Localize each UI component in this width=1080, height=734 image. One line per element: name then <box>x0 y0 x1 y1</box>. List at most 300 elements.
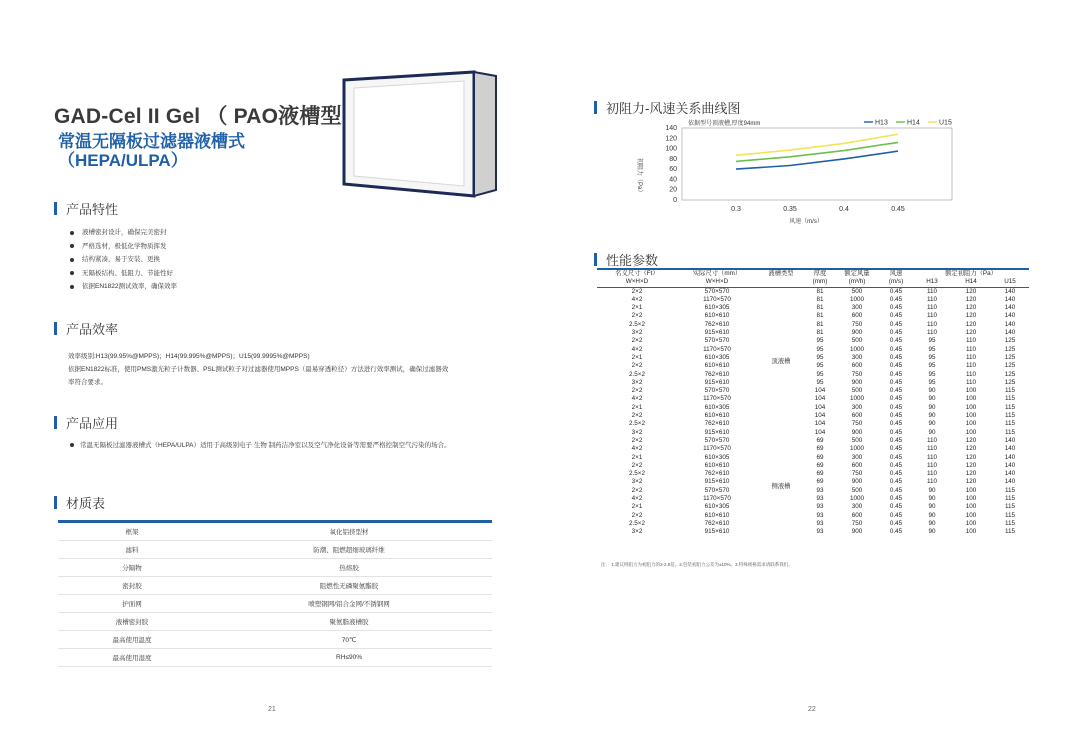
table-cell: 110 <box>926 287 938 295</box>
table-cell: 115 <box>1004 519 1016 527</box>
table-row <box>597 429 1029 437</box>
table-cell: 140 <box>1004 329 1016 337</box>
bullet-icon <box>70 285 74 289</box>
table-cell: 140 <box>1004 453 1016 461</box>
table-cell: 93 <box>816 486 824 494</box>
table-cell: 600 <box>851 362 863 370</box>
table-cell: 69 <box>816 478 824 486</box>
table-cell: 95 <box>928 370 936 378</box>
table-cell: 120 <box>965 461 977 469</box>
table-cell: 140 <box>1004 436 1016 444</box>
application-text: 常温无隔板过滤器液槽式（HEPA/ULPA）适用于高级别电子 生物 制药洁净室以及空气净化设备等需要严格控制空气污染的场合。 <box>70 440 451 449</box>
table-row <box>58 649 492 667</box>
table-cell: 610×305 <box>704 403 730 411</box>
x-tick-label: 0.4 <box>839 206 849 213</box>
table-cell: 115 <box>1004 403 1016 411</box>
table-row <box>58 595 492 613</box>
table-cell: 95 <box>816 370 824 378</box>
table-cell: 900 <box>851 329 863 337</box>
table-cell: 90 <box>928 387 936 395</box>
x-tick-label: 0.45 <box>891 206 905 213</box>
table-cell: 125 <box>1004 353 1016 361</box>
table-cell: 0.45 <box>889 403 903 411</box>
table-cell: 2.5×2 <box>629 519 645 527</box>
table-cell: 570×570 <box>704 436 730 444</box>
table-cell: 125 <box>1004 370 1016 378</box>
material-value: 氧化铝挤型材 <box>206 522 492 541</box>
table-cell: 300 <box>851 403 863 411</box>
table-cell: 110 <box>965 378 977 386</box>
table-cell: 500 <box>851 387 863 395</box>
table-cell: 0.45 <box>889 445 903 453</box>
y-axis-label: 初阻力（Pa） <box>636 158 642 196</box>
table-cell: 69 <box>816 461 824 469</box>
table-cell: 900 <box>851 378 863 386</box>
table-row <box>597 503 1029 511</box>
table-cell: 1170×570 <box>703 295 731 303</box>
material-value: 阻燃性无磷聚氨酯胶 <box>206 577 492 595</box>
table-cell: 110 <box>926 436 938 444</box>
table-cell: 120 <box>965 312 977 320</box>
table-cell: 1000 <box>849 395 864 403</box>
table-cell: 120 <box>965 329 977 337</box>
table-row <box>597 445 1029 453</box>
table-cell: 104 <box>814 387 826 395</box>
table-cell: 110 <box>926 295 938 303</box>
table-row <box>597 512 1029 520</box>
table-cell: 0.45 <box>889 511 903 519</box>
section-marker <box>54 322 57 335</box>
table-cell: 0.45 <box>889 519 903 527</box>
table-cell: 100 <box>965 486 977 494</box>
y-tick-label: 40 <box>669 176 677 184</box>
table-cell: 69 <box>816 436 824 444</box>
x-axis-label: 风速（m/s） <box>789 219 823 225</box>
legend-label: H14 <box>907 119 920 127</box>
material-value: RH≤90% <box>206 649 492 667</box>
table-cell: 110 <box>926 329 938 337</box>
material-part: 密封胶 <box>58 577 206 595</box>
table-cell: 2×1 <box>631 453 643 461</box>
table-cell: 120 <box>965 470 977 478</box>
material-part: 最高使用温度 <box>58 631 206 649</box>
table-cell: 100 <box>965 503 977 511</box>
table-cell: 95 <box>928 353 936 361</box>
table-cell: 3×2 <box>631 478 643 486</box>
table-cell: 140 <box>1004 445 1016 453</box>
table-cell: 90 <box>928 395 936 403</box>
table-row <box>58 541 492 559</box>
material-part: 护面网 <box>58 595 206 613</box>
table-cell: 100 <box>965 495 977 503</box>
table-cell: 610×610 <box>704 362 730 370</box>
list-item: 无隔板结构、低阻力、节能性好 <box>70 267 177 281</box>
table-cell: 750 <box>851 470 863 478</box>
table-cell: 100 <box>965 428 977 436</box>
table-cell: 115 <box>1004 503 1016 511</box>
section-efficiency-heading <box>54 319 118 338</box>
y-tick-label: 60 <box>669 166 677 174</box>
material-part: 最高使用湿度 <box>58 649 206 667</box>
table-cell: 115 <box>1004 486 1016 494</box>
table-row <box>597 296 1029 304</box>
bullet-icon <box>70 258 74 262</box>
table-row <box>597 304 1029 312</box>
table-cell: 110 <box>965 362 977 370</box>
table-cell: 1170×570 <box>703 345 731 353</box>
table-cell: 570×570 <box>704 387 730 395</box>
table-cell: 110 <box>926 478 938 486</box>
table-cell: 0.45 <box>889 486 903 494</box>
table-cell: 2×1 <box>631 353 643 361</box>
table-cell: 2×2 <box>631 387 643 395</box>
table-cell: 140 <box>1004 295 1016 303</box>
table-cell: 95 <box>928 378 936 386</box>
table-row <box>597 520 1029 528</box>
table-cell: 100 <box>965 420 977 428</box>
table-cell: 762×610 <box>704 420 730 428</box>
table-cell: 115 <box>1004 495 1016 503</box>
table-cell: 0.45 <box>889 329 903 337</box>
table-row <box>597 404 1029 412</box>
table-cell: 104 <box>814 428 826 436</box>
table-cell: 300 <box>851 353 863 361</box>
legend-label: U15 <box>939 119 952 127</box>
table-cell: 500 <box>851 436 863 444</box>
table-cell: 300 <box>851 304 863 312</box>
table-cell: 4×2 <box>631 395 643 403</box>
section-marker <box>54 496 57 509</box>
table-row <box>597 470 1029 478</box>
table-cell: 750 <box>851 370 863 378</box>
table-cell: 69 <box>816 445 824 453</box>
material-part: 框架 <box>58 522 206 541</box>
table-cell: 0.45 <box>889 528 903 536</box>
table-cell: 0.45 <box>889 495 903 503</box>
page-number-right: 22 <box>808 706 816 713</box>
table-cell: 95 <box>816 378 824 386</box>
section-chart-title: 初阻力-风速关系曲线图 <box>606 101 741 116</box>
table-cell: 600 <box>851 312 863 320</box>
x-tick-label: 0.35 <box>783 206 797 213</box>
section-performance-heading <box>594 250 658 269</box>
table-row <box>597 371 1029 379</box>
table-cell: 610×305 <box>704 304 730 312</box>
table-cell: 125 <box>1004 362 1016 370</box>
table-cell: 600 <box>851 461 863 469</box>
material-value: 热熔胶 <box>206 559 492 577</box>
table-cell: 81 <box>816 320 824 328</box>
y-tick-label: 80 <box>669 155 677 163</box>
table-cell: 750 <box>851 420 863 428</box>
table-cell: 610×305 <box>704 503 730 511</box>
table-cell: 3×2 <box>631 378 643 386</box>
table-cell: 69 <box>816 453 824 461</box>
table-cell: 1170×570 <box>703 445 731 453</box>
table-cell: 2×2 <box>631 511 643 519</box>
table-cell: 69 <box>816 470 824 478</box>
list-item: 依据EN1822测试效率，确保效率 <box>70 280 177 294</box>
chart-annotation: 依据型号顶液槽,厚度94mm <box>688 121 761 127</box>
y-tick-label: 100 <box>665 145 677 153</box>
material-value: 喷塑钢网/铝合金网/不锈钢网 <box>206 595 492 613</box>
section-application-heading <box>54 413 118 432</box>
table-cell: 0.45 <box>889 312 903 320</box>
table-cell: 93 <box>816 528 824 536</box>
feature-list <box>70 226 177 294</box>
table-cell: 115 <box>1004 395 1016 403</box>
table-cell: 110 <box>965 353 977 361</box>
table-cell: 93 <box>816 519 824 527</box>
y-tick-label: 20 <box>669 186 677 194</box>
table-cell: 750 <box>851 320 863 328</box>
table-cell: 500 <box>851 287 863 295</box>
table-cell: 2×2 <box>631 412 643 420</box>
table-cell: 0.45 <box>889 304 903 312</box>
table-cell: 110 <box>965 370 977 378</box>
table-cell: 2×2 <box>631 337 643 345</box>
table-cell: 110 <box>926 461 938 469</box>
table-cell: 900 <box>851 528 863 536</box>
table-cell: 0.45 <box>889 395 903 403</box>
page-number-left: 21 <box>268 706 276 713</box>
table-header-row: 名义尺寸（Ft） 实际尺寸（mm） 液槽类型 厚度 额定风量 风速 额定初阻力（Pa） <box>597 269 1029 278</box>
section-application-title: 产品应用 <box>66 416 119 431</box>
list-item: 严格选材，极低化学物质挥发 <box>70 240 177 254</box>
product-title: GAD-Cel II Gel （ PAO液槽型 <box>54 105 342 128</box>
table-cell: 3×2 <box>631 428 643 436</box>
table-cell: 90 <box>928 403 936 411</box>
table-cell: 125 <box>1004 345 1016 353</box>
table-cell: 915×610 <box>704 428 730 436</box>
table-cell: 1170×570 <box>703 495 731 503</box>
table-cell: 600 <box>851 412 863 420</box>
table-cell: 81 <box>816 329 824 337</box>
bullet-icon <box>70 443 74 447</box>
table-row <box>597 478 1029 486</box>
table-cell: 750 <box>851 519 863 527</box>
table-cell: 500 <box>851 337 863 345</box>
section-marker <box>54 416 57 429</box>
table-row <box>597 379 1029 387</box>
table-cell: 2.5×2 <box>629 420 645 428</box>
table-cell: 95 <box>816 353 824 361</box>
section-features-title: 产品特性 <box>66 202 119 217</box>
table-cell: 100 <box>965 412 977 420</box>
table-cell: 110 <box>926 470 938 478</box>
table-cell: 2×1 <box>631 403 643 411</box>
x-tick-label: 0.3 <box>731 206 741 213</box>
table-cell: 115 <box>1004 511 1016 519</box>
table-cell: 0.45 <box>889 503 903 511</box>
table-cell: 100 <box>965 403 977 411</box>
table-row <box>597 329 1029 337</box>
table-cell: 915×610 <box>704 329 730 337</box>
material-part: 分隔物 <box>58 559 206 577</box>
table-cell: 0.45 <box>889 461 903 469</box>
table-row <box>597 528 1029 536</box>
table-row <box>58 559 492 577</box>
bullet-icon <box>70 244 74 248</box>
table-cell: 95 <box>928 362 936 370</box>
table-cell: 0.45 <box>889 353 903 361</box>
section-performance-title: 性能参数 <box>606 253 659 268</box>
table-cell: 900 <box>851 478 863 486</box>
table-row <box>597 354 1029 362</box>
table-cell: 915×610 <box>704 528 730 536</box>
table-cell: 570×570 <box>704 337 730 345</box>
table-cell: 610×610 <box>704 312 730 320</box>
table-cell: 0.45 <box>889 412 903 420</box>
table-cell: 93 <box>816 495 824 503</box>
table-cell: 81 <box>816 287 824 295</box>
table-cell: 0.45 <box>889 362 903 370</box>
section-features-heading <box>54 199 118 218</box>
efficiency-text: 效率级别:H13(99.95%@MPPS)；H14(99.995%@MPPS)；U15(99.9995%@MPPS) 依据EN1822标准，使用PMS激光粒子计数器、PSL测试粒子对过滤器使用MPPS（最易穿透粒径）方法进行效率测试，确保过滤器效 率符合要求。 <box>68 353 449 386</box>
table-cell: 90 <box>928 511 936 519</box>
table-cell: 0.45 <box>889 370 903 378</box>
table-cell: 2×1 <box>631 503 643 511</box>
table-row <box>58 577 492 595</box>
section-marker <box>594 101 597 114</box>
table-cell: 120 <box>965 445 977 453</box>
table-cell: 3×2 <box>631 329 643 337</box>
table-cell: 120 <box>965 453 977 461</box>
table-cell: 110 <box>926 453 938 461</box>
product-subtitle-2: （HEPA/ULPA） <box>58 151 188 170</box>
table-cell: 762×610 <box>704 320 730 328</box>
series-line-u15 <box>736 134 898 155</box>
table-cell: 2×2 <box>631 312 643 320</box>
resistance-velocity-chart <box>630 118 960 228</box>
table-cell: 0.45 <box>889 337 903 345</box>
table-cell: 100 <box>965 395 977 403</box>
table-cell: 115 <box>1004 420 1016 428</box>
table-cell: 0.45 <box>889 453 903 461</box>
table-cell: 125 <box>1004 337 1016 345</box>
table-cell: 90 <box>928 420 936 428</box>
table-cell: 115 <box>1004 387 1016 395</box>
table-cell: 0.45 <box>889 320 903 328</box>
table-cell: 2×1 <box>631 304 643 312</box>
y-tick-label: 140 <box>665 125 677 132</box>
table-cell: 95 <box>816 345 824 353</box>
table-cell: 140 <box>1004 287 1016 295</box>
table-cell: 762×610 <box>704 470 730 478</box>
table-cell: 140 <box>1004 470 1016 478</box>
filter-product-image <box>336 68 504 198</box>
table-cell: 762×610 <box>704 370 730 378</box>
table-cell: 95 <box>816 337 824 345</box>
table-cell: 90 <box>928 528 936 536</box>
material-value: 防潮、阻燃超细玻璃纤维 <box>206 541 492 559</box>
table-row <box>597 462 1029 470</box>
table-row <box>597 346 1029 354</box>
y-tick-label: 0 <box>673 197 677 204</box>
list-item: 结构紧凑，易于安装、更换 <box>70 253 177 267</box>
performance-table <box>597 268 1029 537</box>
table-cell: 104 <box>814 395 826 403</box>
table-cell: 2×2 <box>631 436 643 444</box>
table-cell: 500 <box>851 486 863 494</box>
table-cell: 140 <box>1004 320 1016 328</box>
table-row <box>597 387 1029 395</box>
table-cell: 95 <box>928 337 936 345</box>
table-cell: 90 <box>928 519 936 527</box>
table-cell: 2×2 <box>631 486 643 494</box>
table-cell: 90 <box>928 503 936 511</box>
table-cell: 0.45 <box>889 295 903 303</box>
table-cell: 95 <box>928 345 936 353</box>
table-cell: 600 <box>851 511 863 519</box>
table-row <box>597 287 1029 296</box>
table-row <box>597 420 1029 428</box>
table-cell: 93 <box>816 511 824 519</box>
table-cell: 100 <box>965 511 977 519</box>
table-cell: 4×2 <box>631 495 643 503</box>
table-note: 注： 1.建议终阻力为初阻力的2-2.5倍。2.包装初阻力公差为±10%。3.特殊规格需求请联系我们。 <box>601 562 793 567</box>
table-row <box>597 487 1029 495</box>
table-cell: 90 <box>928 412 936 420</box>
product-subtitle: 常温无隔板过滤器液槽式 <box>58 132 245 151</box>
table-cell: 110 <box>926 312 938 320</box>
trough-type-cell: 顶液槽 <box>771 358 791 366</box>
table-cell: 4×2 <box>631 445 643 453</box>
material-value: 聚氨脂液槽胶 <box>206 613 492 631</box>
trough-type-cell: 侧液槽 <box>771 482 791 490</box>
table-cell: 90 <box>928 495 936 503</box>
table-cell: 115 <box>1004 528 1016 536</box>
table-cell: 140 <box>1004 304 1016 312</box>
plot-frame <box>682 128 952 200</box>
table-cell: 610×610 <box>704 511 730 519</box>
table-cell: 2×2 <box>631 287 643 295</box>
material-part: 液槽密封胶 <box>58 613 206 631</box>
table-cell: 93 <box>816 503 824 511</box>
table-cell: 2.5×2 <box>629 320 645 328</box>
table-cell: 1000 <box>849 295 864 303</box>
y-tick-label: 120 <box>665 135 677 143</box>
materials-table <box>58 520 492 667</box>
table-cell: 100 <box>965 519 977 527</box>
table-row <box>597 312 1029 320</box>
bullet-icon <box>70 231 74 235</box>
table-cell: 0.45 <box>889 378 903 386</box>
material-part: 滤料 <box>58 541 206 559</box>
table-cell: 95 <box>816 362 824 370</box>
table-cell: 81 <box>816 295 824 303</box>
table-cell: 140 <box>1004 461 1016 469</box>
table-cell: 2×2 <box>631 362 643 370</box>
table-cell: 300 <box>851 503 863 511</box>
table-cell: 140 <box>1004 312 1016 320</box>
table-cell: 115 <box>1004 428 1016 436</box>
table-cell: 2×2 <box>631 461 643 469</box>
table-row <box>58 631 492 649</box>
table-cell: 2.5×2 <box>629 370 645 378</box>
table-cell: 115 <box>1004 412 1016 420</box>
series-line-h14 <box>736 142 898 161</box>
table-cell: 0.45 <box>889 470 903 478</box>
table-cell: 900 <box>851 428 863 436</box>
table-cell: 0.45 <box>889 478 903 486</box>
table-row <box>58 522 492 541</box>
table-row <box>597 321 1029 329</box>
table-cell: 120 <box>965 295 977 303</box>
table-cell: 0.45 <box>889 387 903 395</box>
table-row <box>58 613 492 631</box>
bullet-icon <box>70 271 74 275</box>
